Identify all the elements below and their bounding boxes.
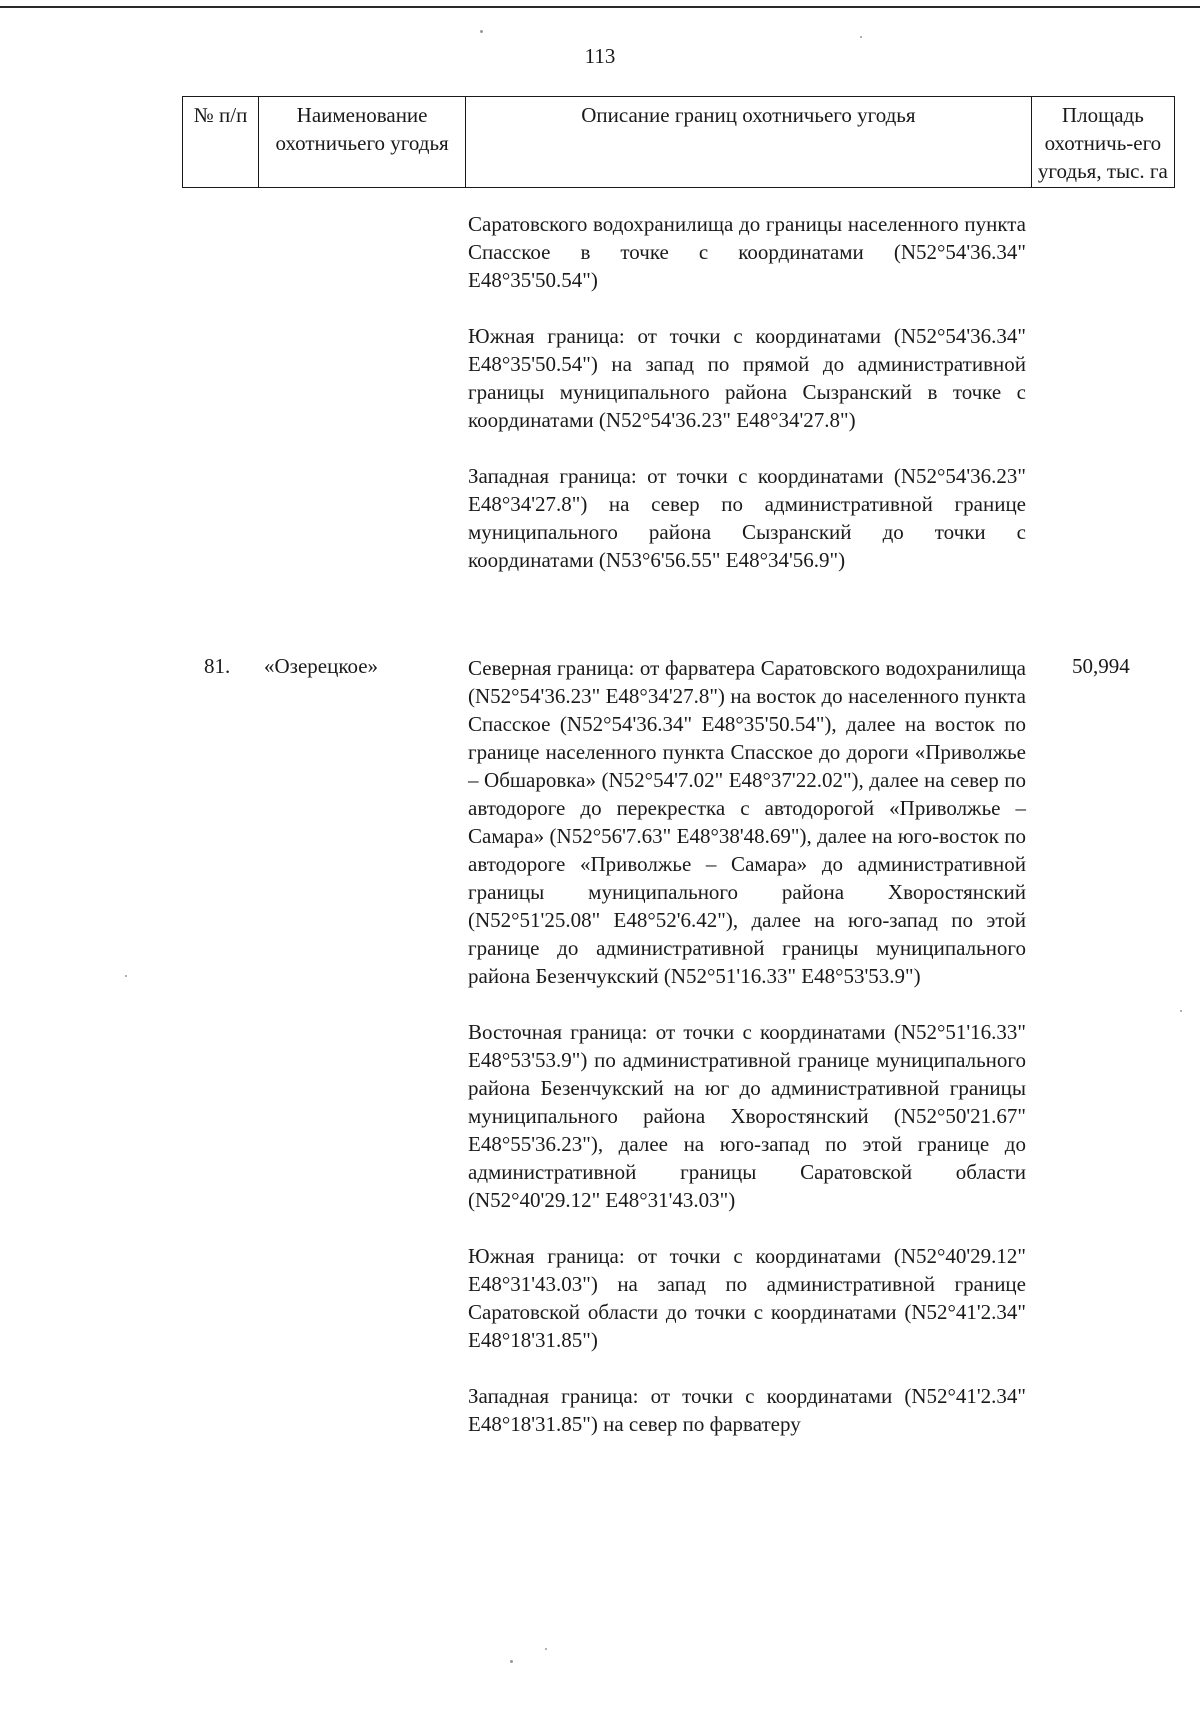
- paragraph: Северная граница: от фарватера Саратовского водохранилища (N52°54'36.23" E48°34'27.8") на восток до населенного пункта Спасское (N52°54'36.34" E48°35'50.54"), далее на восток по границе населенного пункта Спасское до дороги «Приволжье – Обшаровка» (N52°54'7.02" E48°37'22.02"), далее на север по автодороге до перекрестка с автодорогой «Приволжье – Самара» (N52°56'7.63" E48°38'48.69"), далее на юго-восток по автодороге «Приволжье – Самара» до административной границы муниципального района Хворостянский (N52°51'25.08" E48°52'6.42"), далее на юго-запад по этой границе до административной границы муниципального района Безенчукский (N52°51'16.33" E48°53'53.9"): [468, 656, 1026, 988]
- scan-edge-line: [0, 6, 1200, 8]
- row-description: [468, 654, 1026, 1466]
- header-area: Площадь охотничь-его угодья, тыс. га: [1031, 97, 1174, 188]
- paragraph: Южная граница: от точки с координатами (N52°54'36.34" E48°35'50.54") на запад по прямой до административной границы муниципального района Сызранский в точке с координатами (N52°54'36.23" E48°34'27.8"): [468, 324, 1026, 432]
- row-area: 50,994: [1072, 654, 1130, 678]
- row-number: 81.: [204, 654, 231, 678]
- paragraph: Южная граница: от точки с координатами (N52°40'29.12" E48°31'43.03") на запад по административной границе Саратовской области до точки с координатами (N52°41'2.34" E48°18'31.85"): [468, 1244, 1026, 1352]
- scan-speck: [545, 1648, 547, 1650]
- continuation-description: [468, 210, 1026, 602]
- scan-speck: [125, 975, 127, 977]
- row-name: «Озерецкое»: [264, 654, 379, 678]
- header-description: Описание границ охотничьего угодья: [466, 97, 1032, 188]
- paragraph: Западная граница: от точки с координатами (N52°41'2.34" E48°18'31.85") на север по фарватеру: [468, 1384, 1026, 1436]
- scan-speck: [480, 30, 483, 33]
- scan-speck: [860, 36, 862, 38]
- table-header: [182, 96, 1175, 188]
- paragraph: Западная граница: от точки с координатами (N52°54'36.23" E48°34'27.8") на север по административной границе муниципального района Сызранский до точки с координатами (N53°6'56.55" E48°34'56.9"): [468, 464, 1026, 572]
- page-number: 113: [584, 44, 616, 68]
- header-name: Наименование охотничьего угодья: [259, 97, 466, 188]
- scan-speck: [510, 1660, 513, 1663]
- paragraph: Саратовского водохранилища до границы населенного пункта Спасское в точке с координатами (N52°54'36.34" E48°35'50.54"): [468, 212, 1026, 292]
- scan-speck: [1180, 1010, 1182, 1012]
- paragraph: Восточная граница: от точки с координатами (N52°51'16.33" E48°53'53.9") по административной границе муниципального района Безенчукский на юг до административной границы муниципального района Хворостянский (N52°50'21.67" E48°55'36.23"), далее на юго-запад по этой границе до административной границы Саратовской области (N52°40'29.12" E48°31'43.03"): [468, 1020, 1026, 1212]
- header-number: № п/п: [183, 97, 259, 188]
